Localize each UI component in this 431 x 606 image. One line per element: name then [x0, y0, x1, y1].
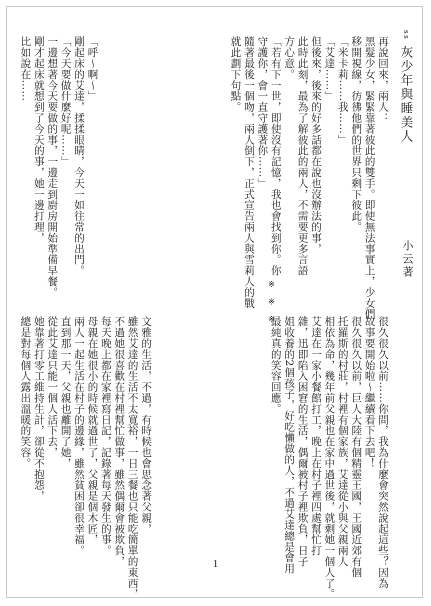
text-line: 不過她很喜歡在村裡幫忙做事，雖然偶爾會被欺負，	[113, 316, 126, 567]
text-line: 相依為命，幾年前父親也在家中過世後，就剩她一個人了。	[323, 316, 336, 600]
text-line: 故事要開始啦～繼續看下去吧！	[363, 316, 376, 469]
text-line: 雜，迅即陷入困窘的生活，偶爾被村子裡欺負，日子	[296, 316, 309, 567]
text-line: 很久很久以前……你問，我為什麼會突然說起這些？因為	[377, 316, 389, 589]
text-line: 移開視線，彷彿他們的世界只剩下彼此。	[350, 36, 363, 233]
text-line: 她靠著打零工維持生計，卻從不抱怨，	[32, 316, 45, 502]
text-line: 文雅的生活，不過，有時候也會思念著父親，	[140, 316, 153, 534]
text-line: 守護你，會一直守護著你……」	[256, 36, 269, 189]
section-break: ※ ※ ※	[267, 280, 276, 328]
text-line: 此時此刻，最為了解彼此的兩人，不需要更多言語	[296, 36, 309, 276]
text-line: 雖然艾達的生活不太寬裕，一日三餐也只能吃簡單的東西，	[126, 316, 139, 600]
text-block-right-bottom	[268, 316, 389, 600]
title-text: 灰少年與睡美人	[399, 45, 414, 144]
text-line: 比如說在……	[19, 36, 32, 102]
text-line: 再說回來，兩人：	[377, 36, 389, 124]
text-line: 姐收養的2個孩子，好吃懶做的人，不過艾達總是會用	[283, 316, 296, 574]
text-line: 「若有下一世，即使沒有記憶，我也會找到你。你	[269, 36, 282, 276]
text-line: 總是對每個人露出溫暖的笑容。	[19, 316, 32, 469]
text-line: 一邊想著今天要做的事，一邊走到廚房開始準備早餐。	[46, 36, 59, 298]
author-name: 小云著	[401, 240, 414, 279]
text-line: 「呼～啊～」	[86, 36, 99, 102]
text-line: 艾達在一家小餐館打工，晚上在村子裡四處幫忙打	[309, 316, 322, 556]
text-line: 母親在她很小的時候就過世了，父親是個木匠，	[86, 316, 99, 545]
text-line: 「今天要做什麼好呢……」	[59, 36, 72, 167]
text-line: 直到那一天，父親也離開了她，	[59, 316, 72, 469]
text-line: 就此劃下句點。	[229, 36, 242, 113]
text-line: 但後來，後來的好多話都在說也沒辦法的事，	[309, 36, 322, 254]
text-block-left-bottom	[18, 316, 153, 600]
text-line: 剛起床的艾達，揉揉眼睛，今天一如往常的出門。	[73, 36, 86, 276]
text-line: 黑髮少女，緊緊靠著彼此的雙手。即使無法事實上，少女們	[363, 36, 376, 320]
text-line: 「艾達……」	[323, 36, 336, 102]
text-line: 剛才起床就想到了今天的事，她一邊打理，	[32, 36, 45, 244]
text-line: 隨著最後一個吻，兩人倒下，正式宣告兩人與雪莉人的戰	[242, 36, 255, 309]
text-line: 「米卡莉……我……」	[336, 36, 349, 145]
text-line: 很久很久以前，巨人大陸有個精靈王國，王國近郊有個	[350, 316, 363, 578]
text-line: 最純真的笑容回應。	[269, 316, 282, 415]
text-line: 從此艾達只能一個人活下去，	[46, 316, 59, 458]
text-block-right-top	[228, 36, 389, 320]
title-prefix: ss	[402, 30, 410, 41]
text-block-left-top	[18, 36, 98, 298]
text-line: 每天晚上都在家裡寫日記，記錄著每天發生的事。	[99, 316, 112, 556]
text-line: 兩人一起生活在村子的邊緣，雖然貧困卻很幸福。	[73, 316, 86, 556]
text-line: 方心意。	[283, 36, 296, 80]
text-line: 托羅斯的村莊，村裡有個家族，艾達從小與父親兩人	[336, 316, 349, 567]
chapter-title	[397, 30, 415, 144]
page-number: 1	[212, 558, 219, 570]
